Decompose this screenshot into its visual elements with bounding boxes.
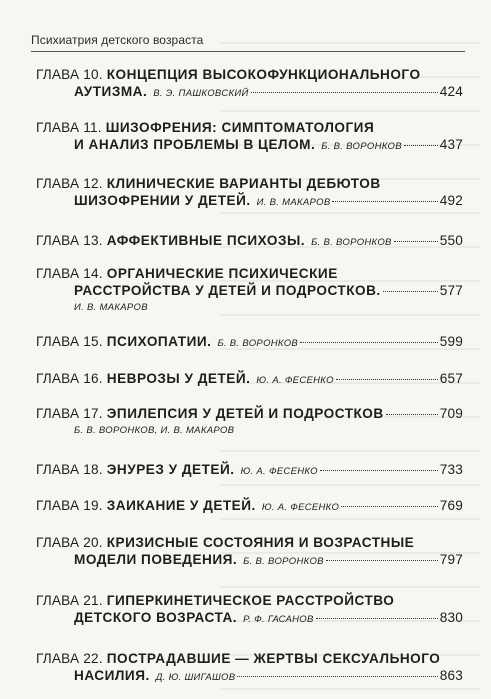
chapter-title: ГИПЕРКИНЕТИЧЕСКОЕ РАССТРОЙСТВО <box>106 593 395 608</box>
toc-entry-ch12[interactable] <box>36 175 463 211</box>
page-number: 769 <box>439 498 463 513</box>
toc-entry-ch10[interactable] <box>36 66 463 102</box>
chapter-author: Б. В. ВОРОНКОВ <box>321 141 402 152</box>
toc-entry-ch17[interactable] <box>36 405 463 437</box>
chapter-number: ГЛАВА 20. <box>36 535 103 550</box>
chapter-author: Д. Ю. ШИГАШОВ <box>155 672 236 683</box>
page-number: 709 <box>439 406 463 421</box>
chapter-author: Р. Ф. ГАСАНОВ <box>243 614 314 625</box>
chapter-title: ШИЗОФРЕНИЯ: СИМПТОМАТОЛОГИЯ <box>105 120 375 135</box>
chapter-author: Б. В. ВОРОНКОВ <box>311 237 392 248</box>
chapter-title: АУТИЗМА. <box>74 84 148 99</box>
dot-leader <box>386 414 438 415</box>
dot-leader <box>394 241 438 242</box>
chapter-title: ОРГАНИЧЕСКИЕ ПСИХИЧЕСКИЕ <box>106 266 338 281</box>
chapter-author: В. Э. ПАШКОВСКИЙ <box>153 88 249 99</box>
toc-entry-ch20[interactable] <box>36 534 463 570</box>
toc-entry-ch22[interactable] <box>36 650 463 686</box>
chapter-title: КОНЦЕПЦИЯ ВЫСОКОФУНКЦИОНАЛЬНОГО <box>106 67 421 82</box>
dot-leader <box>341 506 438 507</box>
chapter-author: Б. В. ВОРОНКОВ <box>217 338 299 349</box>
chapter-author: Б. В. ВОРОНКОВ <box>243 556 324 567</box>
toc-entry-ch19[interactable] <box>36 497 463 516</box>
dot-leader <box>320 470 438 471</box>
toc-entry-ch21[interactable] <box>36 592 463 628</box>
dot-leader <box>404 145 438 146</box>
chapter-author: Б. В. ВОРОНКОВ, И. В. МАКАРОВ <box>74 425 235 436</box>
dot-leader <box>237 676 437 677</box>
toc-entry-ch16[interactable] <box>36 370 463 389</box>
chapter-number: ГЛАВА 10. <box>36 67 103 82</box>
chapter-number: ГЛАВА 11. <box>36 120 102 135</box>
chapter-title: ПОСТРАДАВШИЕ — ЖЕРТВЫ СЕКСУАЛЬНОГО <box>106 651 441 666</box>
chapter-author: И. В. МАКАРОВ <box>256 197 331 208</box>
page-number: 733 <box>439 462 463 477</box>
chapter-number: ГЛАВА 13. <box>36 233 103 248</box>
chapter-number: ГЛАВА 22. <box>36 651 103 666</box>
dot-leader <box>383 291 438 292</box>
chapter-number: ГЛАВА 15. <box>36 334 103 349</box>
page-number: 424 <box>439 84 463 99</box>
chapter-title: КЛИНИЧЕСКИЕ ВАРИАНТЫ ДЕБЮТОВ <box>106 176 381 191</box>
chapter-number: ГЛАВА 17. <box>36 406 103 421</box>
chapter-author: Ю. А. ФЕСЕНКО <box>261 502 340 513</box>
page-number: 863 <box>439 668 463 683</box>
chapter-title: АФФЕКТИВНЫЕ ПСИХОЗЫ. <box>106 233 306 248</box>
page-number: 599 <box>439 334 463 349</box>
chapter-title: ЭПИЛЕПСИЯ У ДЕТЕЙ И ПОДРОСТКОВ <box>106 406 384 421</box>
chapter-title: МОДЕЛИ ПОВЕДЕНИЯ. <box>74 552 238 567</box>
toc-entry-ch14[interactable] <box>36 265 463 314</box>
chapter-number: ГЛАВА 16. <box>36 371 103 386</box>
running-head: Психиатрия детского возраста <box>31 33 204 47</box>
chapter-title: ШИЗОФРЕНИИ У ДЕТЕЙ. <box>74 193 251 208</box>
chapter-title: ЭНУРЕЗ У ДЕТЕЙ. <box>106 462 235 477</box>
page-number: 830 <box>439 610 463 625</box>
toc-entry-ch13[interactable] <box>36 232 463 251</box>
chapter-number: ГЛАВА 19. <box>36 498 103 513</box>
chapter-title: ЗАИКАНИЕ У ДЕТЕЙ. <box>106 498 256 513</box>
chapter-title: КРИЗИСНЫЕ СОСТОЯНИЯ И ВОЗРАСТНЫЕ <box>106 535 415 550</box>
dot-leader <box>336 379 438 380</box>
chapter-title: РАССТРОЙСТВА У ДЕТЕЙ И ПОДРОСТКОВ. <box>74 283 381 298</box>
toc-entry-ch11[interactable] <box>36 119 463 155</box>
page-number: 577 <box>439 283 463 298</box>
chapter-number: ГЛАВА 12. <box>36 176 103 191</box>
page-number: 550 <box>439 233 463 248</box>
page-number: 657 <box>439 371 463 386</box>
chapter-author: Ю. А. ФЕСЕНКО <box>256 375 334 386</box>
dot-leader <box>251 92 438 93</box>
chapter-number: ГЛАВА 18. <box>36 462 103 477</box>
chapter-author: И. В. МАКАРОВ <box>74 302 148 313</box>
chapter-number: ГЛАВА 14. <box>36 266 103 281</box>
chapter-title: ДЕТСКОГО ВОЗРАСТА. <box>74 610 238 625</box>
dot-leader <box>316 618 438 619</box>
chapter-number: ГЛАВА 21. <box>36 593 103 608</box>
chapter-title: НЕВРОЗЫ У ДЕТЕЙ. <box>106 371 251 386</box>
header-rule <box>31 51 465 52</box>
chapter-title: НАСИЛИЯ. <box>74 668 150 683</box>
page-number: 797 <box>439 552 463 567</box>
dot-leader <box>300 342 438 343</box>
dot-leader <box>332 201 437 202</box>
dot-leader <box>326 560 438 561</box>
chapter-title: ПСИХОПАТИИ. <box>106 334 212 349</box>
chapter-title: И АНАЛИЗ ПРОБЛЕМЫ В ЦЕЛОМ. <box>74 137 316 152</box>
chapter-author: Ю. А. ФЕСЕНКО <box>240 466 318 477</box>
toc-entry-ch18[interactable] <box>36 461 463 480</box>
toc-entry-ch15[interactable] <box>36 333 463 352</box>
page-number: 492 <box>439 193 463 208</box>
page-number: 437 <box>439 137 463 152</box>
